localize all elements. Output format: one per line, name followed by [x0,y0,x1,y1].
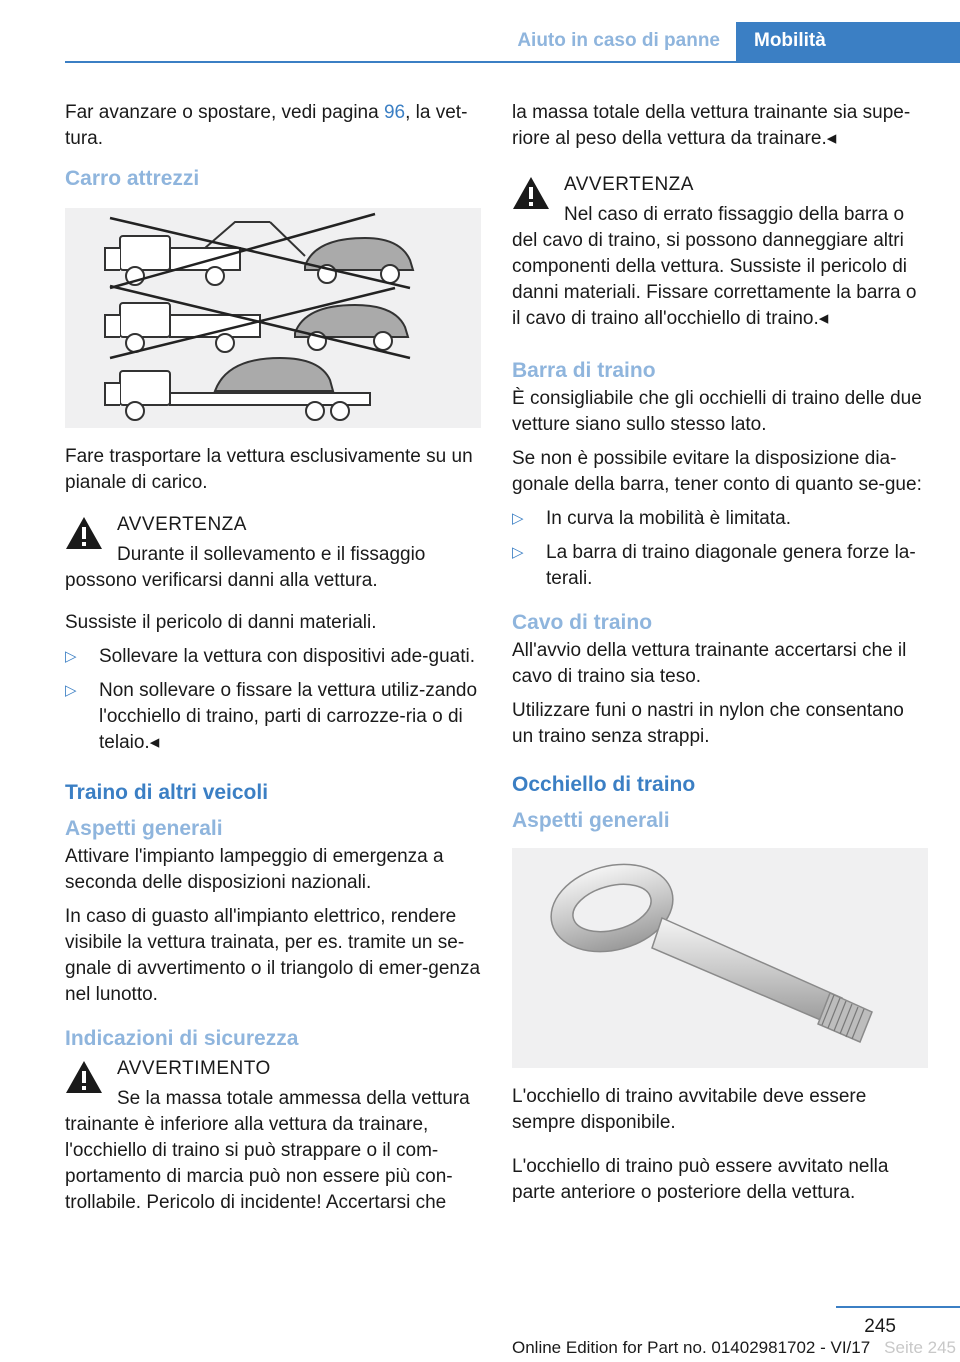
triangle-bullet-icon: ▷ [512,544,524,561]
heading-carro-attrezzi: Carro attrezzi [65,167,200,190]
cavo-paragraph-1: All'avvio della vettura trainante accertarsi che il cavo di traino sia teso. [512,640,907,687]
footer-rule [836,1306,960,1308]
truck-row-2 [105,303,408,352]
heading-aspetti-generali-2: Aspetti generali [512,809,670,832]
page-number: 245 [864,1316,896,1337]
warning-block-2 [65,1056,483,1224]
running-header-section: Aiuto in caso di panne [517,30,720,51]
header-rule [65,61,960,63]
warning-triangle-icon [65,1060,103,1094]
cavo-paragraph-2: Utilizzare funi o nastri in nylon che consentano un traino senza strappi. [512,700,904,747]
barra-list [512,506,930,592]
warning-triangle-icon [65,516,103,550]
intro-paragraph: Far avanzare o spostare, vedi pagina 96, la vet‐tura. [65,102,468,149]
aspetti-paragraph-2: In caso di guasto all'impianto elettrico, rendere visibile la vettura trainata, per es. tramite un se‐gnale di avvertimento o il triangolo di emer‐genza nel lunotto. [65,906,481,1005]
warning-text: Nel caso di errato fissaggio della barra o del cavo di traino, si possono danneggiare altri componenti della vettura. Sussiste il pericolo di danni materiali. Fissare correttamente la barra o il cavo di traino all'occhiello di traino.◂ [512,204,917,329]
list-item: ▷ Non sollevare o fissare la vettura utiliz‐zando l'occhiello di traino, parti di carrozze‐ria o di telaio.◂ [65,680,478,753]
heading-indicazioni-sicurezza: Indicazioni di sicurezza [65,1027,299,1050]
warning-triangle-icon [512,176,550,210]
warning-block-3 [512,172,930,340]
running-header-chapter-tab: Mobilità [736,22,960,63]
towing-eye-illustration [512,848,928,1068]
warning-text: Durante il sollevamento e il fissaggio possono verificarsi danni alla vettura. [65,544,426,591]
tow-truck-diagram [65,208,481,428]
warning-text-2: Sussiste il pericolo di danni materiali. [65,612,377,633]
heading-occhiello-di-traino: Occhiello di traino [512,773,696,796]
tow-truck-illustration [65,208,481,428]
list-item: ▷ Sollevare la vettura con dispositivi ade‐guati. [65,644,483,670]
warning-title: AVVERTIMENTO [117,1058,271,1079]
left-column [65,100,483,1232]
heading-cavo-di-traino: Cavo di traino [512,611,653,634]
warning-block-1 [65,512,483,602]
warning-title: AVVERTENZA [564,174,694,195]
towing-eye-image [512,848,928,1068]
warning-text: Se la massa totale ammessa della vettura trainante è inferiore alla vettura da trainare, l'occhiello di traino si può strappare o il com‐portamento di marcia può non essere più con‐trollabile. Pericolo di incidente! Accertarsi che [65,1088,470,1213]
list-item: ▷ La barra di traino diagonale genera forze la‐terali. [512,542,916,589]
right-column [512,100,930,1214]
triangle-bullet-icon: ▷ [65,648,77,665]
warning-list [65,644,483,756]
occhiello-paragraph-1: L'occhiello di traino avvitabile deve essere sempre disponibile. [512,1086,867,1133]
truck-row-3 [105,358,370,420]
heading-traino-altri-veicoli: Traino di altri veicoli [65,781,269,804]
heading-aspetti-generali: Aspetti generali [65,817,223,840]
edition-line: Online Edition for Part no. 01402981702 - VI/17 [512,1338,871,1357]
barra-paragraph-1: È consigliabile che gli occhielli di traino delle due vetture siano sullo stesso lato. [512,388,922,435]
aspetti-paragraph-1: Attivare l'impianto lampeggio di emergenza a seconda delle disposizioni nazionali. [65,846,444,893]
continued-warning-text: la massa totale della vettura trainante sia supe‐riore al peso della vettura da trainare.◂ [512,102,911,149]
barra-paragraph-2: Se non è possibile evitare la disposizione dia‐gonale della barra, tener conto di quanto se‐gue: [512,448,922,495]
occhiello-paragraph-2: L'occhiello di traino può essere avvitato nella parte anteriore o posteriore della vettura. [512,1156,889,1203]
triangle-bullet-icon: ▷ [65,682,77,699]
warning-title: AVVERTENZA [117,514,247,535]
heading-barra-di-traino: Barra di traino [512,359,656,382]
watermark: Seite 245 [884,1338,956,1357]
list-item: ▷ In curva la mobilità è limitata. [512,506,930,532]
carro-caption: Fare trasportare la vettura esclusivamente su un pianale di carico. [65,446,473,493]
triangle-bullet-icon: ▷ [512,510,524,527]
page-link[interactable]: 96 [383,102,406,123]
